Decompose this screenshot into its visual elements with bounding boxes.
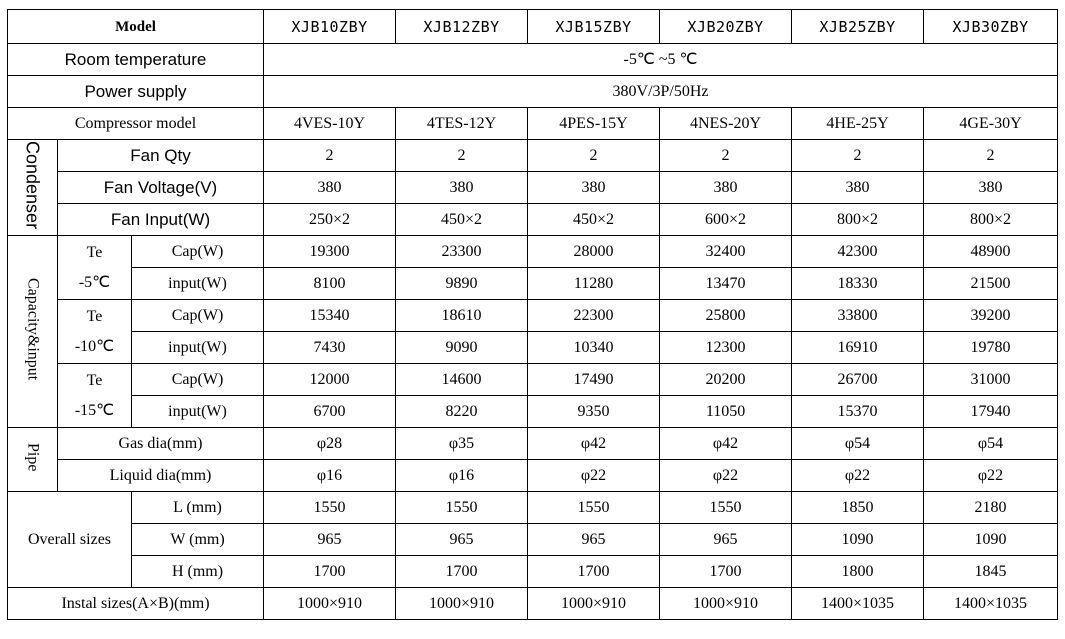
cap-label: Cap(W)	[132, 236, 264, 268]
condenser-group-label: Condenser	[22, 140, 43, 230]
cap-value: 14600	[396, 364, 528, 396]
room-temperature-label: Room temperature	[8, 44, 264, 76]
spec-table	[7, 9, 1058, 620]
input-label: input(W)	[132, 268, 264, 300]
fan-qty-label: Fan Qty	[58, 140, 264, 172]
width-row	[8, 524, 1058, 556]
cap-value: 22300	[528, 300, 660, 332]
liquid-dia-label: Liquid dia(mm)	[58, 460, 264, 492]
cap-value: 23300	[396, 236, 528, 268]
gas-dia-value: φ35	[396, 428, 528, 460]
input-value: 6700	[264, 396, 396, 428]
capacity-row	[8, 300, 1058, 332]
fan-input-row	[8, 204, 1058, 236]
width-value: 965	[396, 524, 528, 556]
liquid-dia-value: φ16	[264, 460, 396, 492]
cap-value: 15340	[264, 300, 396, 332]
fan-input-value: 600×2	[660, 204, 792, 236]
install-sizes-value: 1000×910	[396, 588, 528, 620]
cap-value: 26700	[792, 364, 924, 396]
width-value: 1090	[924, 524, 1058, 556]
input-row	[8, 332, 1058, 364]
length-value: 1550	[264, 492, 396, 524]
install-sizes-value: 1000×910	[528, 588, 660, 620]
input-value: 11050	[660, 396, 792, 428]
input-value: 8100	[264, 268, 396, 300]
cap-value: 39200	[924, 300, 1058, 332]
model-name: XJB15ZBY	[528, 10, 660, 44]
pipe-group-label: Pipe	[24, 442, 42, 472]
room-temperature-value: -5℃ ~5 ℃	[264, 44, 1058, 76]
fan-voltage-row	[8, 172, 1058, 204]
model-name: XJB30ZBY	[924, 10, 1058, 44]
fan-input-value: 250×2	[264, 204, 396, 236]
compressor-value: 4GE-30Y	[924, 108, 1058, 140]
model-name: XJB25ZBY	[792, 10, 924, 44]
cap-value: 32400	[660, 236, 792, 268]
fan-qty-value: 2	[660, 140, 792, 172]
input-value: 13470	[660, 268, 792, 300]
compressor-label: Compressor model	[8, 108, 264, 140]
input-value: 10340	[528, 332, 660, 364]
liquid-dia-value: φ22	[528, 460, 660, 492]
input-value: 15370	[792, 396, 924, 428]
input-value: 16910	[792, 332, 924, 364]
capacity-group-label: Capacity&input	[24, 277, 42, 381]
te-cell	[58, 236, 132, 300]
height-value: 1700	[528, 556, 660, 588]
te-label: Te	[86, 243, 103, 261]
cap-value: 31000	[924, 364, 1058, 396]
input-value: 21500	[924, 268, 1058, 300]
length-value: 1550	[528, 492, 660, 524]
fan-qty-value: 2	[528, 140, 660, 172]
input-value: 9350	[528, 396, 660, 428]
cap-value: 48900	[924, 236, 1058, 268]
gas-dia-value: φ42	[660, 428, 792, 460]
install-sizes-value: 1000×910	[660, 588, 792, 620]
install-sizes-value: 1400×1035	[792, 588, 924, 620]
fan-voltage-value: 380	[264, 172, 396, 204]
width-value: 1090	[792, 524, 924, 556]
install-sizes-row	[8, 588, 1058, 620]
fan-input-label: Fan Input(W)	[58, 204, 264, 236]
height-value: 1700	[396, 556, 528, 588]
gas-dia-value: φ54	[792, 428, 924, 460]
model-row	[8, 10, 1058, 44]
cap-value: 18610	[396, 300, 528, 332]
input-value: 9890	[396, 268, 528, 300]
cap-value: 42300	[792, 236, 924, 268]
fan-voltage-value: 380	[660, 172, 792, 204]
gas-dia-value: φ28	[264, 428, 396, 460]
input-value: 7430	[264, 332, 396, 364]
length-label: L (mm)	[132, 492, 264, 524]
te-label: Te	[86, 371, 103, 389]
input-value: 17940	[924, 396, 1058, 428]
length-value: 1850	[792, 492, 924, 524]
length-row	[8, 492, 1058, 524]
height-value: 1845	[924, 556, 1058, 588]
model-name: XJB12ZBY	[396, 10, 528, 44]
model-name: XJB20ZBY	[660, 10, 792, 44]
fan-qty-value: 2	[264, 140, 396, 172]
power-supply-label: Power supply	[8, 76, 264, 108]
te-cell	[58, 300, 132, 364]
fan-voltage-label: Fan Voltage(V)	[58, 172, 264, 204]
cap-value: 25800	[660, 300, 792, 332]
input-value: 12300	[660, 332, 792, 364]
liquid-dia-row	[8, 460, 1058, 492]
cap-value: 28000	[528, 236, 660, 268]
height-label: H (mm)	[132, 556, 264, 588]
model-name: XJB10ZBY	[264, 10, 396, 44]
fan-input-value: 800×2	[792, 204, 924, 236]
model-header-label: Model	[8, 10, 264, 44]
overall-sizes-label: Overall sizes	[8, 492, 132, 588]
fan-voltage-value: 380	[528, 172, 660, 204]
cap-label: Cap(W)	[132, 364, 264, 396]
cap-value: 17490	[528, 364, 660, 396]
cap-value: 12000	[264, 364, 396, 396]
liquid-dia-value: φ22	[924, 460, 1058, 492]
height-value: 1800	[792, 556, 924, 588]
fan-input-value: 800×2	[924, 204, 1058, 236]
capacity-group-cell	[8, 236, 58, 428]
gas-dia-value: φ54	[924, 428, 1058, 460]
condenser-group-cell	[8, 140, 58, 236]
power-supply-row	[8, 76, 1058, 108]
height-value: 1700	[660, 556, 792, 588]
fan-voltage-value: 380	[924, 172, 1058, 204]
length-value: 1550	[396, 492, 528, 524]
te-temperature: -5℃	[78, 273, 111, 291]
compressor-row	[8, 108, 1058, 140]
width-value: 965	[528, 524, 660, 556]
fan-input-value: 450×2	[396, 204, 528, 236]
fan-qty-value: 2	[792, 140, 924, 172]
capacity-row	[8, 236, 1058, 268]
compressor-value: 4PES-15Y	[528, 108, 660, 140]
pipe-group-cell	[8, 428, 58, 492]
gas-dia-value: φ42	[528, 428, 660, 460]
te-temperature: -15℃	[74, 401, 115, 419]
te-cell	[58, 364, 132, 428]
liquid-dia-value: φ22	[660, 460, 792, 492]
liquid-dia-value: φ22	[792, 460, 924, 492]
fan-qty-value: 2	[396, 140, 528, 172]
power-supply-value: 380V/3P/50Hz	[264, 76, 1058, 108]
input-row	[8, 268, 1058, 300]
fan-voltage-value: 380	[396, 172, 528, 204]
fan-voltage-value: 380	[792, 172, 924, 204]
cap-label: Cap(W)	[132, 300, 264, 332]
length-value: 2180	[924, 492, 1058, 524]
gas-dia-label: Gas dia(mm)	[58, 428, 264, 460]
compressor-value: 4VES-10Y	[264, 108, 396, 140]
compressor-value: 4HE-25Y	[792, 108, 924, 140]
room-temperature-row	[8, 44, 1058, 76]
input-value: 11280	[528, 268, 660, 300]
cap-value: 33800	[792, 300, 924, 332]
fan-qty-value: 2	[924, 140, 1058, 172]
install-sizes-label: Instal sizes(A×B)(mm)	[8, 588, 264, 620]
liquid-dia-value: φ16	[396, 460, 528, 492]
height-row	[8, 556, 1058, 588]
input-value: 8220	[396, 396, 528, 428]
length-value: 1550	[660, 492, 792, 524]
input-row	[8, 396, 1058, 428]
te-label: Te	[86, 307, 103, 325]
height-value: 1700	[264, 556, 396, 588]
input-value: 9090	[396, 332, 528, 364]
input-label: input(W)	[132, 396, 264, 428]
width-value: 965	[660, 524, 792, 556]
install-sizes-value: 1400×1035	[924, 588, 1058, 620]
width-label: W (mm)	[132, 524, 264, 556]
cap-value: 19300	[264, 236, 396, 268]
te-temperature: -10℃	[74, 337, 115, 355]
capacity-row	[8, 364, 1058, 396]
compressor-value: 4NES-20Y	[660, 108, 792, 140]
install-sizes-value: 1000×910	[264, 588, 396, 620]
compressor-value: 4TES-12Y	[396, 108, 528, 140]
input-value: 19780	[924, 332, 1058, 364]
fan-input-value: 450×2	[528, 204, 660, 236]
fan-qty-row	[8, 140, 1058, 172]
input-label: input(W)	[132, 332, 264, 364]
width-value: 965	[264, 524, 396, 556]
cap-value: 20200	[660, 364, 792, 396]
input-value: 18330	[792, 268, 924, 300]
gas-dia-row	[8, 428, 1058, 460]
